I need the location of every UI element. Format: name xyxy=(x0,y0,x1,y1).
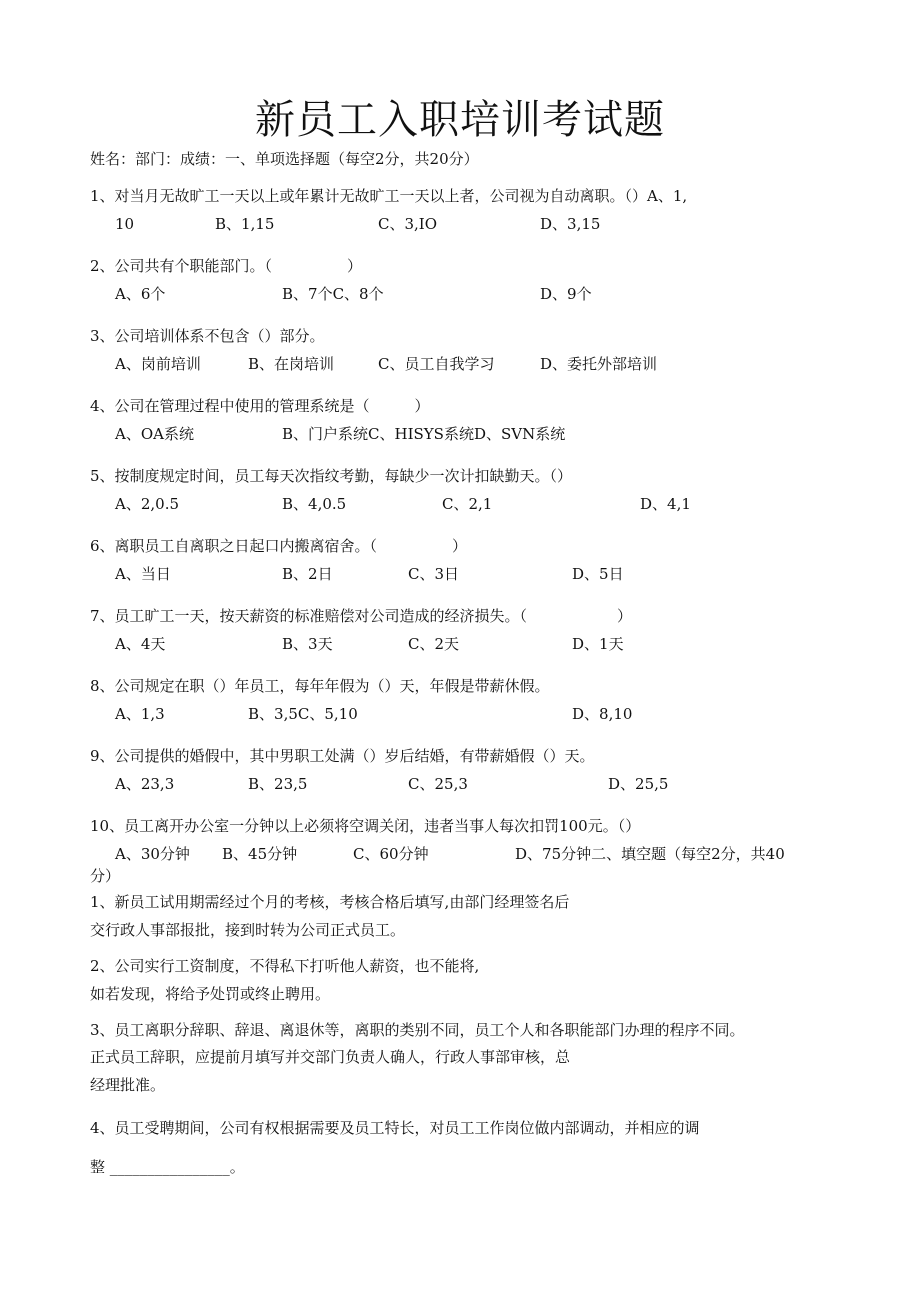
question-1: 1、对当月无故旷工一天以上或年累计无故旷工一天以上者，公司视为自动离职。（）A、1, xyxy=(90,187,688,205)
question-7: 7、员工旷工一天，按天薪资的标准赔偿对公司造成的经济损失。（ ） xyxy=(90,607,633,625)
q4-option: B、门户系统C、HISYS系统D、SVN系统 xyxy=(282,425,566,443)
question-5: 5、按制度规定时间，员工每天次指纹考勤，每缺少一次计扣缺勤天。（） xyxy=(90,467,573,485)
q1-option: 10 xyxy=(115,215,135,233)
q4-option: A、OA系统 xyxy=(115,425,194,443)
fill-3-line-3: 经理批准。 xyxy=(90,1076,166,1094)
q5-option: B、4,0.5 xyxy=(282,495,347,513)
q5-option: D、4,1 xyxy=(640,495,691,513)
fill-4-line-2: 整 ________________。 xyxy=(90,1158,245,1176)
question-3: 3、公司培训体系不包含（）部分。 xyxy=(90,327,325,345)
q6-option: B、2日 xyxy=(282,565,333,583)
fill-4-line-1: 4、员工受聘期间，公司有权根据需要及员工特长，对员工工作岗位做内部调动，并相应的调 xyxy=(90,1119,700,1137)
q10-wrap: 分） xyxy=(90,867,121,885)
fill-1-line-2: 交行政人事部报批，接到时转为公司正式员工。 xyxy=(90,921,406,939)
q10-option: C、60分钟 xyxy=(353,845,429,863)
question-8: 8、公司规定在职（）年员工，每年年假为（）天，年假是带薪休假。 xyxy=(90,677,550,695)
q7-option: A、4天 xyxy=(115,635,166,653)
fill-2-line-2: 如若发现，将给予处罚或终止聘用。 xyxy=(90,985,331,1003)
q2-option: D、9个 xyxy=(540,285,592,303)
q7-option: B、3天 xyxy=(282,635,333,653)
q2-option: A、6个 xyxy=(115,285,166,303)
fill-1-line-1: 1、新员工试用期需经过个月的考核，考核合格后填写,由部门经理签名后 xyxy=(90,893,570,911)
q9-option: A、23,3 xyxy=(115,775,175,793)
q8-option: A、1,3 xyxy=(115,705,165,723)
q10-option: A、30分钟 xyxy=(115,845,190,863)
q10-option: D、75分钟二、填空题（每空2分，共40 xyxy=(515,845,785,863)
q9-option: C、25,3 xyxy=(408,775,468,793)
q1-option: B、1,15 xyxy=(215,215,275,233)
question-6: 6、离职员工自离职之日起口内搬离宿舍。（ ） xyxy=(90,537,468,555)
q9-option: B、23,5 xyxy=(248,775,308,793)
q5-option: A、2,0.5 xyxy=(115,495,179,513)
question-2: 2、公司共有个职能部门。（ ） xyxy=(90,257,363,275)
q3-option: D、委托外部培训 xyxy=(540,355,658,373)
q1-option: C、3,IO xyxy=(378,215,438,233)
q6-option: C、3日 xyxy=(408,565,460,583)
question-10: 10、员工离开办公室一分钟以上必须将空调关闭，违者当事人每次扣罚100元。（） xyxy=(90,817,641,835)
q3-option: C、员工自我学习 xyxy=(378,355,495,373)
fill-2-line-1: 2、公司实行工资制度，不得私下打听他人薪资，也不能将, xyxy=(90,957,480,975)
q5-option: C、2,1 xyxy=(442,495,493,513)
q10-option: B、45分钟 xyxy=(222,845,298,863)
page-title: 新员工入职培训考试题 xyxy=(255,97,665,143)
question-9: 9、公司提供的婚假中，其中男职工处满（）岁后结婚，有带薪婚假（）天。 xyxy=(90,747,595,765)
q6-option: D、5日 xyxy=(572,565,624,583)
q8-option: D、8,10 xyxy=(572,705,633,723)
q1-option: D、3,15 xyxy=(540,215,601,233)
q8-option: B、3,5C、5,10 xyxy=(248,705,358,723)
header-line: 姓名：部门：成绩：一、单项选择题（每空2分，共20分） xyxy=(90,150,479,168)
q3-option: A、岗前培训 xyxy=(115,355,201,373)
q7-option: D、1天 xyxy=(572,635,624,653)
q3-option: B、在岗培训 xyxy=(248,355,335,373)
fill-3-line-2: 正式员工辞职，应提前月填写并交部门负责人确人，行政人事部审核，总 xyxy=(90,1048,571,1066)
q2-option: B、7个C、8个 xyxy=(282,285,384,303)
q9-option: D、25,5 xyxy=(608,775,669,793)
q6-option: A、当日 xyxy=(115,565,171,583)
question-4: 4、公司在管理过程中使用的管理系统是（ ） xyxy=(90,397,430,415)
fill-3-line-1: 3、员工离职分辞职、辞退、离退休等，离职的类别不同，员工个人和各职能部门办理的程序不同。 xyxy=(90,1021,745,1039)
q7-option: C、2天 xyxy=(408,635,460,653)
